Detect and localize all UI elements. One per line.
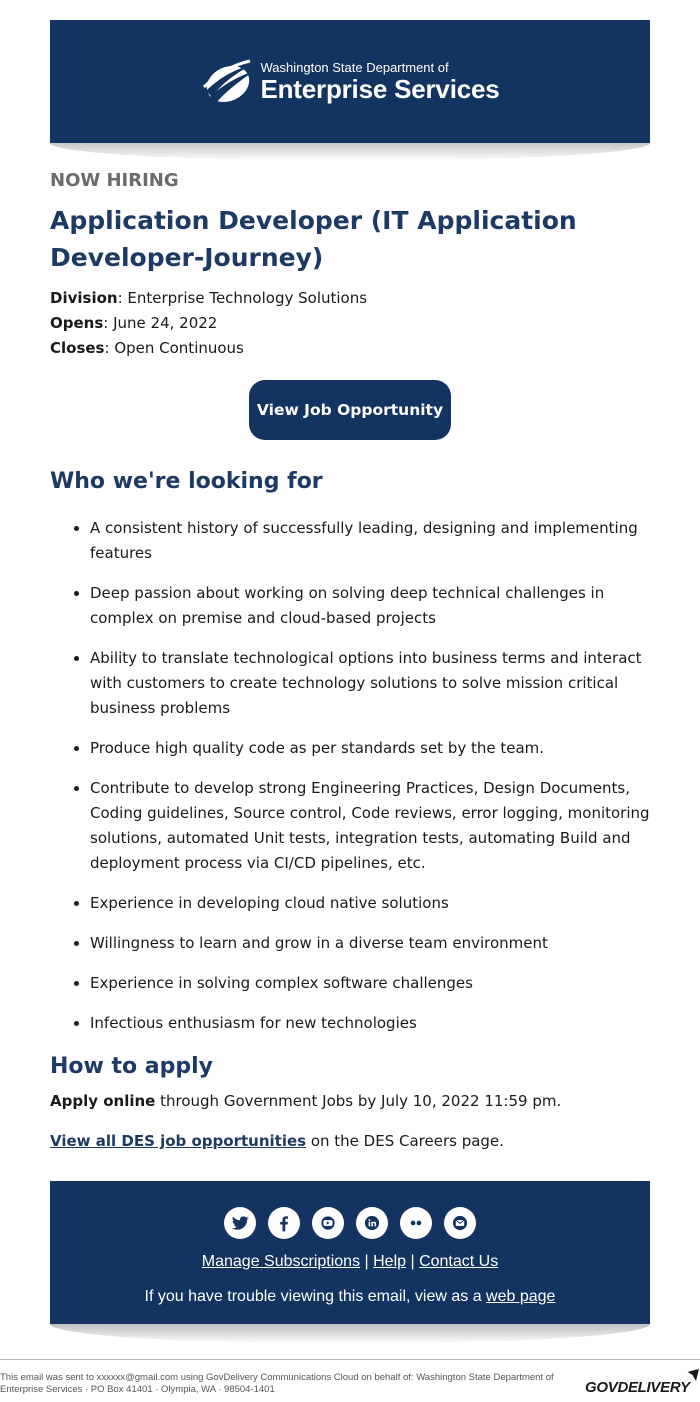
list-item: • A consistent history of successfully leading, designing and implementing features (90, 516, 650, 566)
twitter-icon[interactable] (224, 1207, 256, 1239)
footer-shadow (50, 1324, 650, 1344)
logo-title: Enterprise Services (260, 74, 500, 104)
view-all-jobs-link[interactable]: View all DES job opportunities (50, 1132, 307, 1150)
list-item: • Experience in developing cloud native solutions (90, 891, 650, 916)
division-label: Division (50, 289, 118, 307)
job-meta (50, 286, 650, 361)
list-item: • Deep passion about working on solving deep technical challenges in complex on premise and cloud-based projects (90, 581, 650, 631)
opens-value: : June 24, 2022 (103, 314, 218, 332)
list-item: • Contribute to develop strong Engineering Practices, Design Documents, Coding guidelines, Source control, Code reviews, error logging, monitoring solutions, automated Unit tests, integration tests, automating Build and deployment process via CI/CD pipelines, etc. (90, 776, 650, 876)
trouble-viewing-line (50, 1286, 650, 1308)
contact-us-link[interactable]: Contact Us (419, 1253, 499, 1270)
footer-separator: | (360, 1253, 374, 1270)
view-job-opportunity-button[interactable]: View Job Opportunity (249, 380, 451, 440)
division-value: : Enterprise Technology Solutions (117, 289, 368, 307)
footer-separator: | (406, 1253, 420, 1270)
govdelivery-logo[interactable] (585, 1372, 700, 1396)
youtube-icon[interactable] (312, 1207, 344, 1239)
how-to-apply-heading: How to apply (50, 1054, 214, 1079)
web-page-link[interactable]: web page (486, 1288, 556, 1305)
closes-row (50, 336, 650, 361)
des-swoosh-icon (200, 57, 256, 107)
email-icon[interactable] (444, 1207, 476, 1239)
legal-notice: This email was sent to xxxxxx@gmail.com using GovDelivery Communications Cloud on behalf of: Washington State Department of Enterprise Services · PO Box 41401 · Olympia, WA · 98504-1401 (0, 1372, 554, 1395)
apply-instructions (50, 1089, 650, 1114)
who-we-are-looking-for-heading: Who we're looking for (50, 469, 323, 494)
envelope-icon (686, 1368, 700, 1382)
linkedin-icon[interactable] (356, 1207, 388, 1239)
apply-online-label: Apply online (50, 1092, 156, 1110)
main-content (50, 168, 650, 1154)
trouble-viewing-text: If you have trouble viewing this email, view as a (144, 1288, 487, 1305)
apply-deadline-text: through Government Jobs by July 10, 2022 11:59 pm. (155, 1092, 562, 1110)
division-row (50, 286, 650, 311)
logo-subtitle: Washington State Department of (260, 60, 449, 75)
social-icons (50, 1181, 650, 1239)
footer-links (50, 1251, 650, 1273)
list-item: • Infectious enthusiasm for new technologies (90, 1011, 650, 1036)
now-hiring-label: NOW HIRING (50, 170, 179, 191)
closes-label: Closes (50, 339, 105, 357)
flickr-icon[interactable] (400, 1207, 432, 1239)
list-item: • Willingness to learn and grow in a diverse team environment (90, 931, 650, 956)
careers-page-text: on the DES Careers page. (306, 1132, 504, 1150)
list-item: • Produce high quality code as per standards set by the team. (90, 736, 650, 761)
facebook-icon[interactable] (268, 1207, 300, 1239)
list-item: • Ability to translate technological options into business terms and interact with customers to create technology solutions to solve mission critical business problems (90, 646, 650, 721)
all-jobs-line (50, 1129, 650, 1154)
manage-subscriptions-link[interactable]: Manage Subscriptions (201, 1253, 361, 1270)
header-banner (50, 20, 650, 143)
closes-value: : Open Continuous (104, 339, 244, 357)
opens-label: Opens (50, 314, 104, 332)
des-logo[interactable] (200, 57, 499, 107)
govdelivery-wordmark: GOVDELIVERY (585, 1379, 690, 1396)
opens-row (50, 311, 650, 336)
job-title: Application Developer (IT Application Developer-Journey) (50, 206, 577, 272)
footer-banner (50, 1181, 650, 1324)
requirements-list (50, 516, 650, 1036)
help-link[interactable]: Help (373, 1253, 407, 1270)
divider (0, 1359, 700, 1360)
header-shadow (50, 143, 650, 161)
list-item: • Experience in solving complex software challenges (90, 971, 650, 996)
